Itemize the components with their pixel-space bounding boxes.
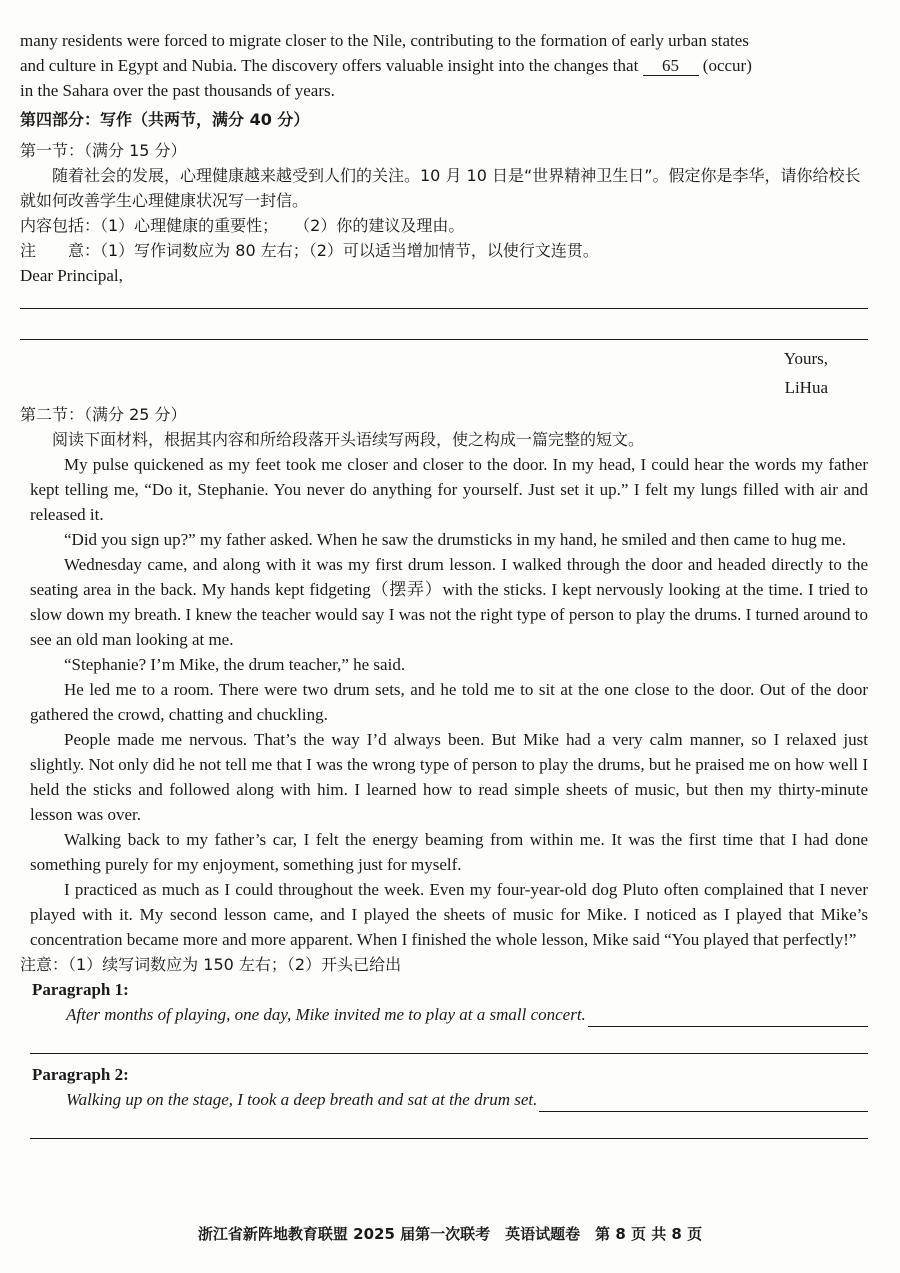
paragraph-1-starter: [66, 1002, 868, 1027]
blank-hint: (occur): [698, 56, 752, 75]
writing-section-1: [20, 138, 868, 400]
letter-salutation: Dear Principal,: [20, 266, 123, 285]
story-paragraph: “Stephanie? I’m Mike, the drum teacher,” he said.: [64, 655, 406, 674]
story-paragraph: He led me to a room. There were two drum sets, and he told me to sit at the one close to the door. Out of the door gathered the crowd, chatting and chuckling.: [30, 680, 868, 724]
part4-heading: 第四部分：写作（共两节，满分 40 分）: [20, 110, 310, 129]
section1-prompt: 随着社会的发展，心理健康越来越受到人们的关注。10 月 10 日是“世界精神卫生日”。假定你是李华，请你给校长就如何改善学生心理健康状况写一封信。: [20, 166, 861, 210]
letter-signature: LiHua: [784, 378, 828, 397]
paragraph-1-starter-text: After months of playing, one day, Mike invited me to play at a small concert.: [66, 1005, 586, 1024]
answer-line: [20, 308, 868, 309]
section1-heading: 第一节：（满分 15 分）: [20, 141, 187, 160]
passage-line-1: many residents were forced to migrate closer to the Nile, contributing to the formation of early urban states: [20, 31, 749, 50]
section1-content: 内容包括：（1）心理健康的重要性； （2）你的建议及理由。: [20, 216, 465, 235]
writing-section-2: [20, 402, 868, 1139]
answer-line: [20, 339, 868, 340]
passage-line-2-text: and culture in Egypt and Nubia. The discovery offers valuable insight into the changes that: [20, 56, 643, 75]
paragraph-1-label: Paragraph 1:: [32, 980, 129, 999]
story-paragraph: I practiced as much as I could throughout the week. Even my four-year-old dog Pluto often complained that I never played with it. My second lesson came, and I played the sheets of music for Mike. I noticed as I played that Mike’s concentration became more and more apparent. When I finished the whole lesson, Mike said “You played that perfectly!”: [30, 880, 868, 949]
story-paragraph: Wednesday came, and along with it was my first drum lesson. I walked through the door and headed directly to the seating area in the back. My hands kept fidgeting（摆弄）with the sticks. I kept nervously looking at the time. I tried to slow down my breath. I knew the teacher would say I was not the right type of person to play the drums. I turned around to see an old man looking at me.: [30, 555, 868, 649]
answer-line: [539, 1093, 868, 1112]
exam-page: [20, 28, 868, 1139]
passage-tail: [20, 28, 868, 103]
passage-line-3: in the Sahara over the past thousands of years.: [20, 81, 335, 100]
answer-line: [588, 1008, 868, 1027]
answer-blank-65: 65: [643, 56, 699, 76]
story-paragraph: “Did you sign up?” my father asked. When he saw the drumsticks in my hand, he smiled and then came to hug me.: [64, 530, 846, 549]
section1-note: 注 意：（1）写作词数应为 80 左右；（2）可以适当增加情节，以使行文连贯。: [20, 241, 599, 260]
story-paragraph: Walking back to my father’s car, I felt the energy beaming from within me. It was the first time that I had done something purely for my enjoyment, something just for myself.: [30, 830, 868, 874]
page-footer: 浙江省新阵地教育联盟 2025 届第一次联考 英语试题卷 第 8 页 共 8 页: [197, 1225, 703, 1243]
paragraph-2-starter-text: Walking up on the stage, I took a deep breath and sat at the drum set.: [66, 1090, 538, 1109]
section2-instruction: 阅读下面材料，根据其内容和所给段落开头语续写两段，使之构成一篇完整的短文。: [52, 430, 645, 449]
letter-closing: Yours,: [783, 349, 828, 368]
answer-line: [30, 1053, 868, 1054]
paragraph-2-starter: [66, 1087, 868, 1112]
section2-heading: 第二节：（满分 25 分）: [20, 405, 187, 424]
story-paragraph: People made me nervous. That’s the way I’d always been. But Mike had a very calm manner, so I relaxed just slightly. Not only did he not tell me that I was the wrong type of person to play the drums, but he praised me on how well I held the sticks and followed along with him. I learned how to read simple sheets of music, but then my thirty-minute lesson was over.: [30, 730, 868, 824]
story-text: [30, 452, 868, 952]
answer-line: [30, 1138, 868, 1139]
passage-line-2: [20, 53, 868, 78]
paragraph-2-label: Paragraph 2:: [32, 1065, 129, 1084]
section2-note: 注意：（1）续写词数应为 150 左右；（2）开头已给出: [20, 955, 402, 974]
story-paragraph: My pulse quickened as my feet took me closer and closer to the door. In my head, I could hear the words my father kept telling me, “Do it, Stephanie. You never do anything for yourself. Just set it up.” I felt my lungs filled with air and released it.: [30, 455, 868, 524]
